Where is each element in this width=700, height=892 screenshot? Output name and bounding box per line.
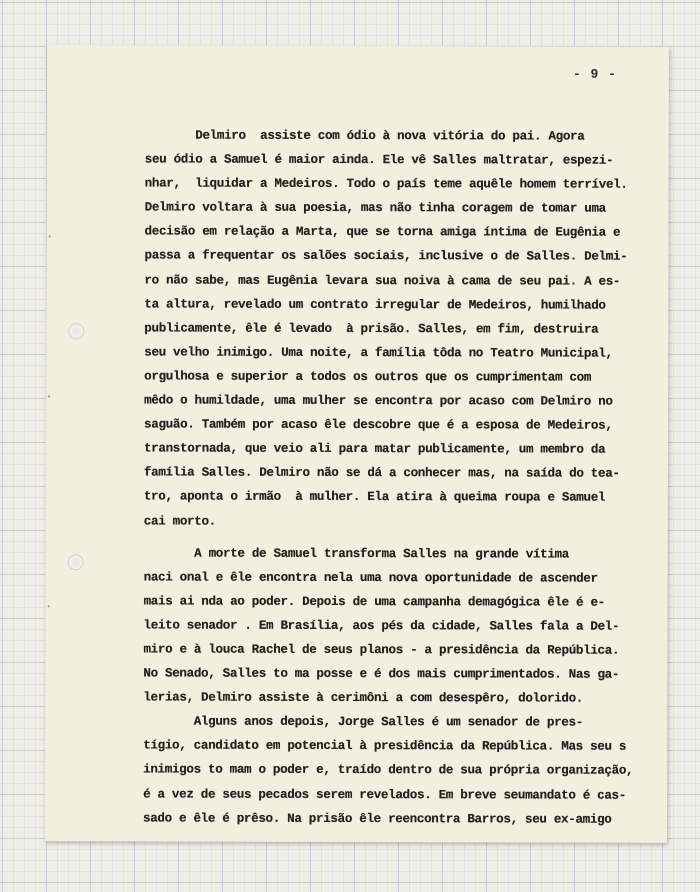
text-line: orgulhosa e superior a todos os outros que os cumprimentam com: [144, 369, 592, 385]
text-line: tígio, candidato em potencial à presidência da República. Mas seu s: [143, 738, 627, 755]
text-line: A morte de Samuel transforma Salles na grande vítima: [143, 546, 569, 562]
text-line: decisão em relação a Marta, que se torna amiga íntima de Eugênia e: [144, 224, 621, 241]
paragraph: [144, 123, 641, 534]
text-line: inimigos to mam o poder e, traído dentro de sua própria organização,: [143, 762, 634, 779]
text-line: mais ai nda ao poder. Depois de uma campanha demagógica êle é e-: [143, 594, 605, 610]
punch-hole: [68, 323, 84, 339]
body-text: [143, 123, 641, 831]
paragraph: [143, 710, 639, 832]
text-line: miro e à louca Rachel de seus planos - a presidência da República.: [143, 642, 620, 658]
punch-hole: [68, 554, 84, 570]
text-line: lerias, Delmiro assiste à cerimôni a com desespêro, dolorido.: [143, 690, 584, 706]
typewritten-page: [45, 45, 669, 843]
text-line: publicamente, êle é levado à prisão. Salles, em fim, destruira: [144, 321, 599, 337]
text-line: naci onal e êle encontra nela uma nova oportunidade de ascender: [143, 570, 598, 586]
text-line: ta altura, revelado um contrato irregular de Medeiros, humilhado: [144, 297, 606, 313]
page-number: - 9 -: [572, 66, 617, 82]
text-line: seu velho inimigo. Uma noite, a família tôda no Teatro Municipal,: [144, 345, 613, 361]
text-line: seu ódio a Samuel é maior ainda. Ele vê Salles maltratar, espezi-: [144, 152, 614, 168]
text-line: é a vez de seus pecados serem revelados. Em breve seumandato é cas-: [143, 786, 627, 803]
text-line: ro não sabe, mas Eugênia levara sua noiva à cama de seu pai. A es-: [144, 273, 621, 289]
text-line: leito senador . Em Brasília, aos pés da cidade, Salles fala a Del-: [143, 618, 620, 634]
margin-mark: [49, 235, 51, 237]
text-line: No Senado, Salles to ma posse e é dos mais cumprimentados. Nas ga-: [143, 666, 620, 682]
text-line: Delmiro assiste com ódio à nova vitória do pai. Agora: [144, 128, 585, 144]
text-line: transtornada, que veio ali para matar publicamente, um membro da: [143, 441, 606, 457]
margin-mark: [48, 395, 50, 397]
text-line: sado e êle é prêso. Na prisão êle reencontra Barros, seu ex-amigo: [143, 811, 612, 827]
text-line: saguão. Também por acaso êle descobre que é a esposa de Medeiros,: [144, 417, 613, 433]
text-line: tro, aponta o irmão à mulher. Ela atira à queima roupa e Samuel: [143, 489, 606, 506]
text-line: família Salles. Delmiro não se dá a conhecer mas, na saída do tea-: [143, 465, 620, 482]
text-line: Alguns anos depois, Jorge Salles é um senador de pres-: [143, 714, 583, 730]
paragraph: [143, 541, 639, 711]
margin-mark: [48, 605, 50, 607]
text-line: passa a frequentar os salões sociais, inclusive o de Salles. Delmi-: [144, 248, 628, 265]
text-line: cai morto.: [143, 513, 216, 529]
text-line: mêdo o humildade, uma mulher se encontra por acaso com Delmiro no: [144, 393, 613, 409]
text-line: nhar, liquidar a Medeiros. Todo o país teme aquêle homem terrível.: [144, 176, 628, 192]
text-line: Delmiro voltara à sua poesia, mas não tinha coragem de tomar uma: [144, 200, 606, 216]
